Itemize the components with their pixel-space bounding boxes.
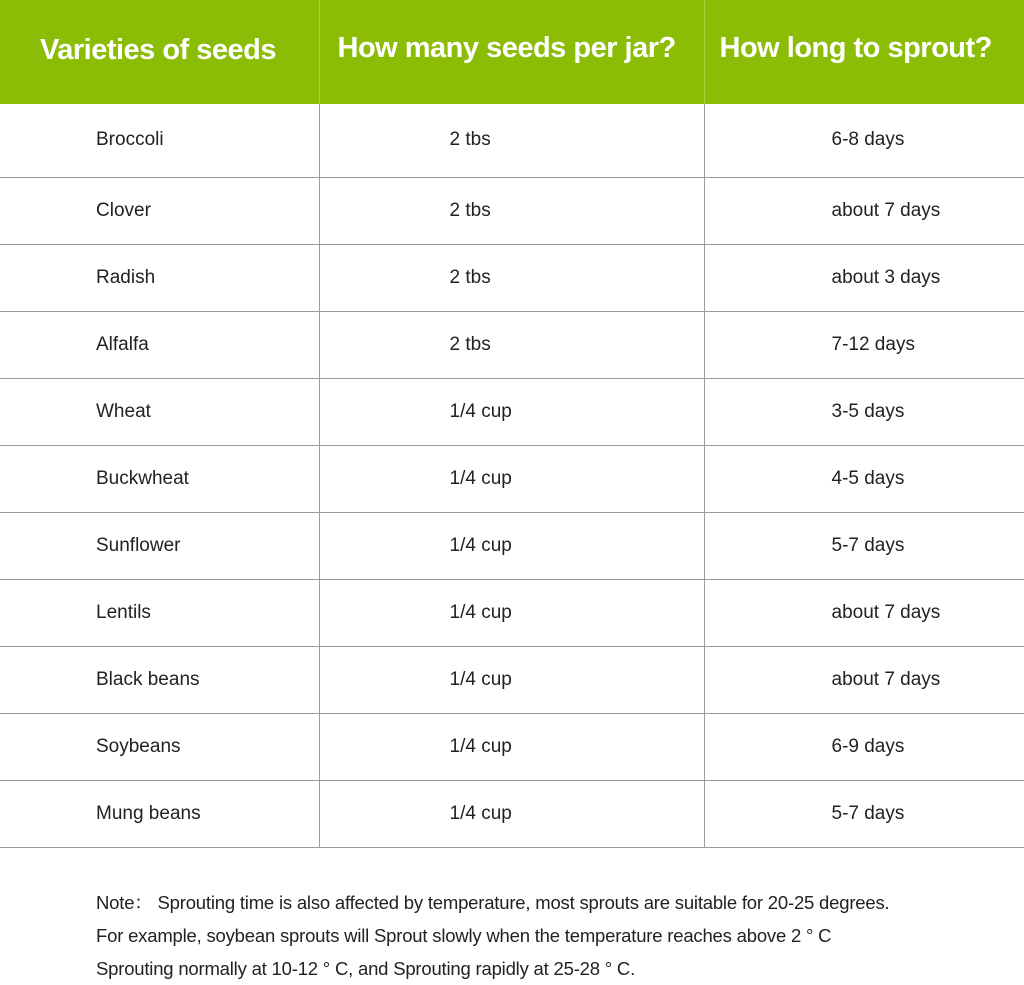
sprout-time-cell: 6-8 days <box>704 104 1024 177</box>
variety-cell: Black beans <box>0 646 319 713</box>
header-row <box>0 0 1024 104</box>
note-line: Note： Sprouting time is also affected by temperature, most sprouts are suitable for 20-25 degrees. <box>96 892 890 913</box>
sprout-time-cell: 4-5 days <box>704 445 1024 512</box>
seeds-per-jar-cell: 2 tbs <box>319 311 704 378</box>
seeds-per-jar-cell: 1/4 cup <box>319 646 704 713</box>
seeds-per-jar-cell: 1/4 cup <box>319 713 704 780</box>
table-row <box>0 646 1024 713</box>
table-row <box>0 512 1024 579</box>
sprout-time-cell: about 3 days <box>704 244 1024 311</box>
variety-cell: Alfalfa <box>0 311 319 378</box>
sprout-time-cell: 7-12 days <box>704 311 1024 378</box>
note-line: Sprouting normally at 10-12 ° C, and Sprouting rapidly at 25-28 ° C. <box>96 958 636 979</box>
note-line: For example, soybean sprouts will Sprout slowly when the temperature reaches above 2 ° C <box>96 925 832 946</box>
sprout-time-cell: about 7 days <box>704 177 1024 244</box>
seeds-per-jar-cell: 2 tbs <box>319 244 704 311</box>
table-row <box>0 579 1024 646</box>
seeds-per-jar-cell: 2 tbs <box>319 177 704 244</box>
variety-cell: Wheat <box>0 378 319 445</box>
variety-cell: Radish <box>0 244 319 311</box>
sprout-time-cell: 3-5 days <box>704 378 1024 445</box>
seeds-per-jar-cell: 1/4 cup <box>319 378 704 445</box>
table-row <box>0 378 1024 445</box>
seeds-per-jar-cell: 1/4 cup <box>319 512 704 579</box>
temperature-note <box>96 886 996 985</box>
seeds-per-jar-cell: 1/4 cup <box>319 445 704 512</box>
header-variety: Varieties of seeds <box>0 0 319 104</box>
table-row <box>0 713 1024 780</box>
variety-cell: Lentils <box>0 579 319 646</box>
variety-cell: Buckwheat <box>0 445 319 512</box>
sprout-time-cell: about 7 days <box>704 646 1024 713</box>
sprout-time-cell: 6-9 days <box>704 713 1024 780</box>
table-row <box>0 311 1024 378</box>
header-seeds-per-jar: How many seeds per jar? <box>319 0 704 104</box>
table-body <box>0 104 1024 847</box>
variety-cell: Broccoli <box>0 104 319 177</box>
variety-cell: Sunflower <box>0 512 319 579</box>
table-row <box>0 780 1024 847</box>
seeds-per-jar-cell: 2 tbs <box>319 104 704 177</box>
table-row <box>0 244 1024 311</box>
variety-cell: Soybeans <box>0 713 319 780</box>
seeds-per-jar-cell: 1/4 cup <box>319 579 704 646</box>
sprout-time-cell: about 7 days <box>704 579 1024 646</box>
table-row <box>0 177 1024 244</box>
header-sprout-time: How long to sprout? <box>704 0 1024 104</box>
variety-cell: Mung beans <box>0 780 319 847</box>
seeds-per-jar-cell: 1/4 cup <box>319 780 704 847</box>
table-row <box>0 104 1024 177</box>
variety-cell: Clover <box>0 177 319 244</box>
sprout-time-cell: 5-7 days <box>704 780 1024 847</box>
table-row <box>0 445 1024 512</box>
table-header <box>0 0 1024 104</box>
sprout-time-cell: 5-7 days <box>704 512 1024 579</box>
